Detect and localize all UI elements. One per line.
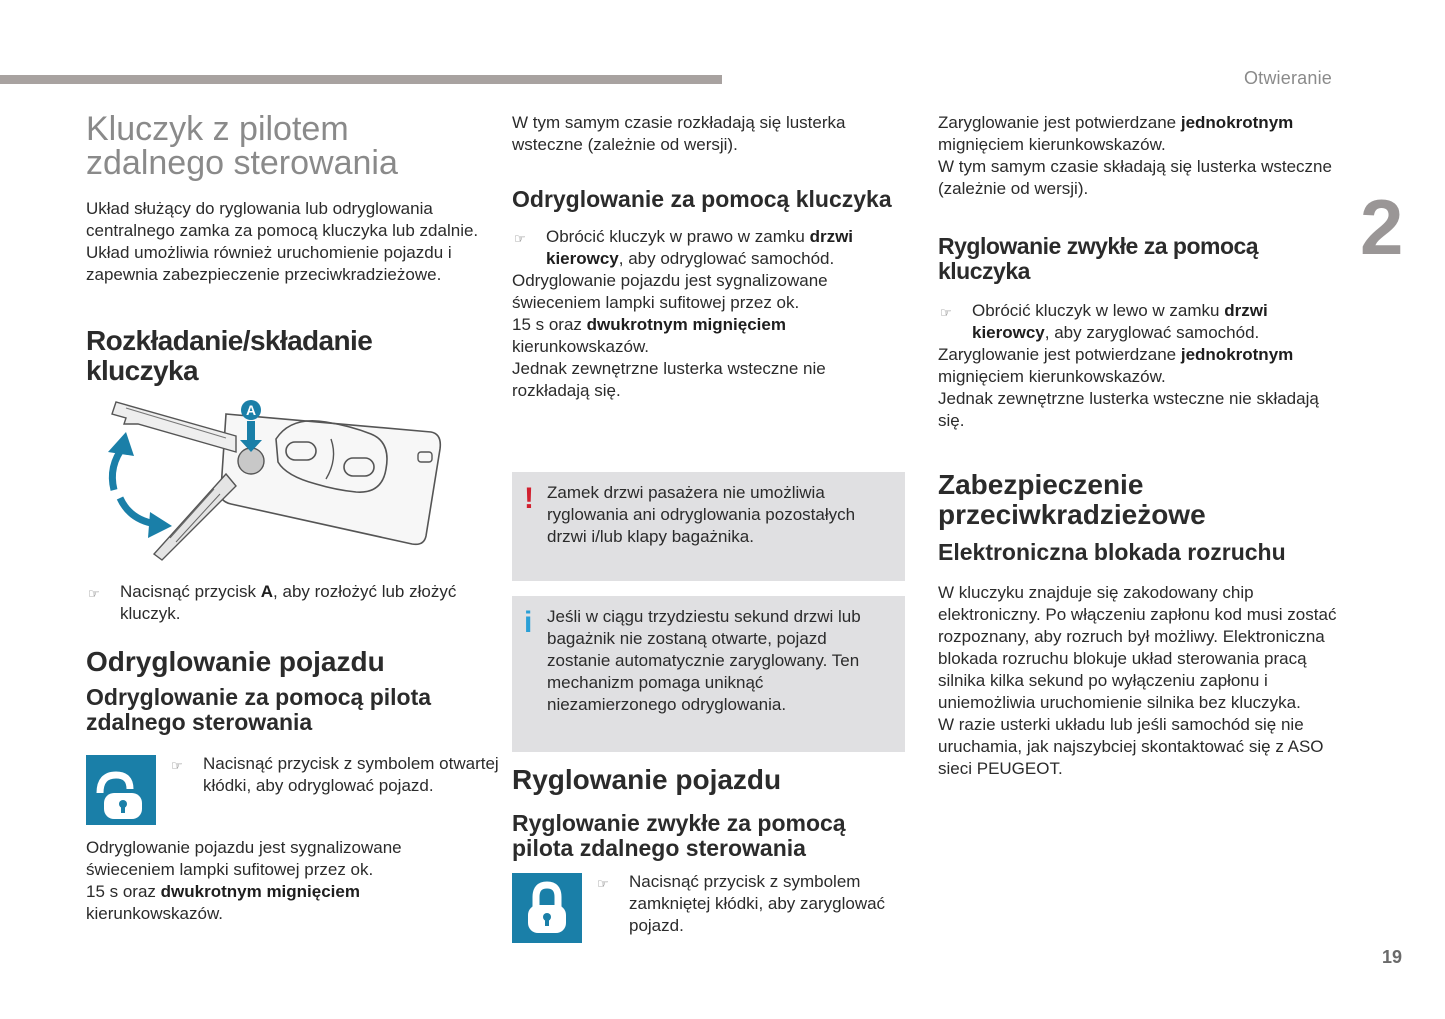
closed-padlock-icon [512, 873, 582, 943]
unlock-signal-text: Odryglowanie pojazdu jest sygnalizowane świeceniem lampki sufitowej przez ok. 15 s oraz dwukrotnym mignięciem kierunkowskazów. [86, 838, 402, 923]
lock-remote-bullet: ☞ Nacisnąć przycisk z symbolem zamkniętej kłódki, aby zaryglować pojazd. [597, 872, 886, 935]
antitheft-heading: Zabezpieczenie przeciwkradzieżowe [938, 469, 1206, 530]
intro-paragraph: Układ służący do ryglowania lub odryglowania centralnego zamka za pomocą kluczyka lub zdalnie. Układ umożliwia również uruchomienie pojazdu i zapewnia zabezpieczenie przeciwkradzieżowe. [86, 199, 479, 284]
lock-key-bullet: ☞ Obrócić kluczyk w lewo w zamku drzwi kierowcy, aby zaryglować samochód. [940, 301, 1268, 342]
warning-icon: ! [524, 482, 534, 515]
lock-vehicle-heading: Ryglowanie pojazdu [512, 764, 782, 795]
lock-key-heading: Ryglowanie zwykłe za pomocą kluczyka [938, 233, 1259, 284]
warning-text: Zamek drzwi pasażera nie umożliwia ryglowania ani odryglowania pozostałych drzwi i/lub klapy bagażnika. [547, 483, 856, 546]
pointing-hand-icon: ☞ [88, 586, 100, 601]
figure-label-a: A [246, 402, 257, 418]
lock-confirm-text: Zaryglowanie jest potwierdzane jednokrotnym mignięciem kierunkowskazów. [938, 113, 1294, 154]
section-name: Otwieranie [1243, 68, 1332, 88]
pointing-hand-icon: ☞ [171, 758, 183, 773]
unlock-key-signal-text: Odryglowanie pojazdu jest sygnalizowane świeceniem lampki sufitowej przez ok. 15 s oraz dwukrotnym mignięciem kierunkowskazów. Jednak zewnętrzne lusterka wsteczne nie rozkładają się. [512, 271, 828, 400]
fault-text: W razie usterki układu lub jeśli samochód się nie uruchamia, jak najszybciej skontaktować się z ASO sieci PEUGEOT. [938, 715, 1324, 778]
key-figure [86, 394, 481, 569]
unlock-vehicle-heading: Odryglowanie pojazdu [86, 646, 385, 677]
pointing-hand-icon: ☞ [514, 231, 526, 246]
column-2 [512, 112, 907, 402]
page-title [86, 112, 481, 180]
chapter-number: 2 [1360, 183, 1404, 271]
unlock-remote-bullet: ☞ Nacisnąć przycisk z symbolem otwartej kłódki, aby odryglować pojazd. [171, 754, 499, 795]
immobiliser-text: W kluczyku znajduje się zakodowany chip elektroniczny. Po włączeniu zapłonu kod musi zostać rozpoznany, aby rozruch był możliwy. Elektroniczna blokada rozruchu blokuje układ sterowania pracą silnika kilka sekund po wyłączeniu zapłonu i uniemożliwia uruchomienie silnika bez kluczyka. [938, 583, 1337, 712]
mirrors-unfold-text: W tym samym czasie rozkładają się lusterka wsteczne (zależnie od wersji). [512, 113, 846, 154]
key-blade-folded [154, 474, 236, 560]
pointing-hand-icon: ☞ [940, 305, 952, 320]
key-illustration [86, 394, 481, 569]
open-padlock-icon [86, 755, 156, 825]
column-2-lower [512, 765, 907, 943]
fold-bullet: ☞ Nacisnąć przycisk A, aby rozłożyć lub złożyć kluczyk. [88, 582, 457, 623]
unlock-key-bullet: ☞ Obrócić kluczyk w prawo w zamku drzwi kierowcy, aby odryglować samochód. [514, 227, 854, 268]
info-text: Jeśli w ciągu trzydziestu sekund drzwi lub bagażnik nie zostaną otwarte, pojazd zostanie automatycznie zaryglowany. Ten mechanizm pomaga uniknąć niezamierzonego odryglowania. [547, 607, 861, 714]
pointing-hand-icon: ☞ [597, 876, 609, 891]
unlock-remote-heading: Odryglowanie za pomocą pilota zdalnego sterowania [86, 684, 432, 735]
immobiliser-heading: Elektroniczna blokada rozruchu [938, 539, 1286, 565]
info-note [512, 596, 905, 752]
page-title-line2: zdalnego sterowania [86, 144, 398, 182]
page-title-line1: Kluczyk z pilotem [86, 110, 349, 148]
info-icon: i [524, 606, 533, 639]
unlock-key-heading: Odryglowanie za pomocą kluczyka [512, 186, 892, 212]
header-bar [0, 75, 722, 84]
lock-remote-heading: Ryglowanie zwykłe za pomocą pilota zdalnego sterowania [512, 810, 846, 861]
warning-note [512, 472, 905, 581]
fold-key-heading: Rozkładanie/składanie kluczyka [86, 325, 373, 386]
lock-remote-block [512, 873, 907, 943]
column-3 [938, 112, 1338, 780]
page-number: 19 [1382, 947, 1403, 967]
mirrors-fold-text: W tym samym czasie składają się lusterka wsteczne (zależnie od wersji). [938, 157, 1332, 198]
unlock-remote-block [86, 754, 499, 825]
lock-key-confirm-text: Zaryglowanie jest potwierdzane jednokrotnym mignięciem kierunkowskazów. Jednak zewnętrzne lusterka wsteczne nie składają się. [938, 345, 1319, 430]
column-1 [86, 110, 499, 925]
